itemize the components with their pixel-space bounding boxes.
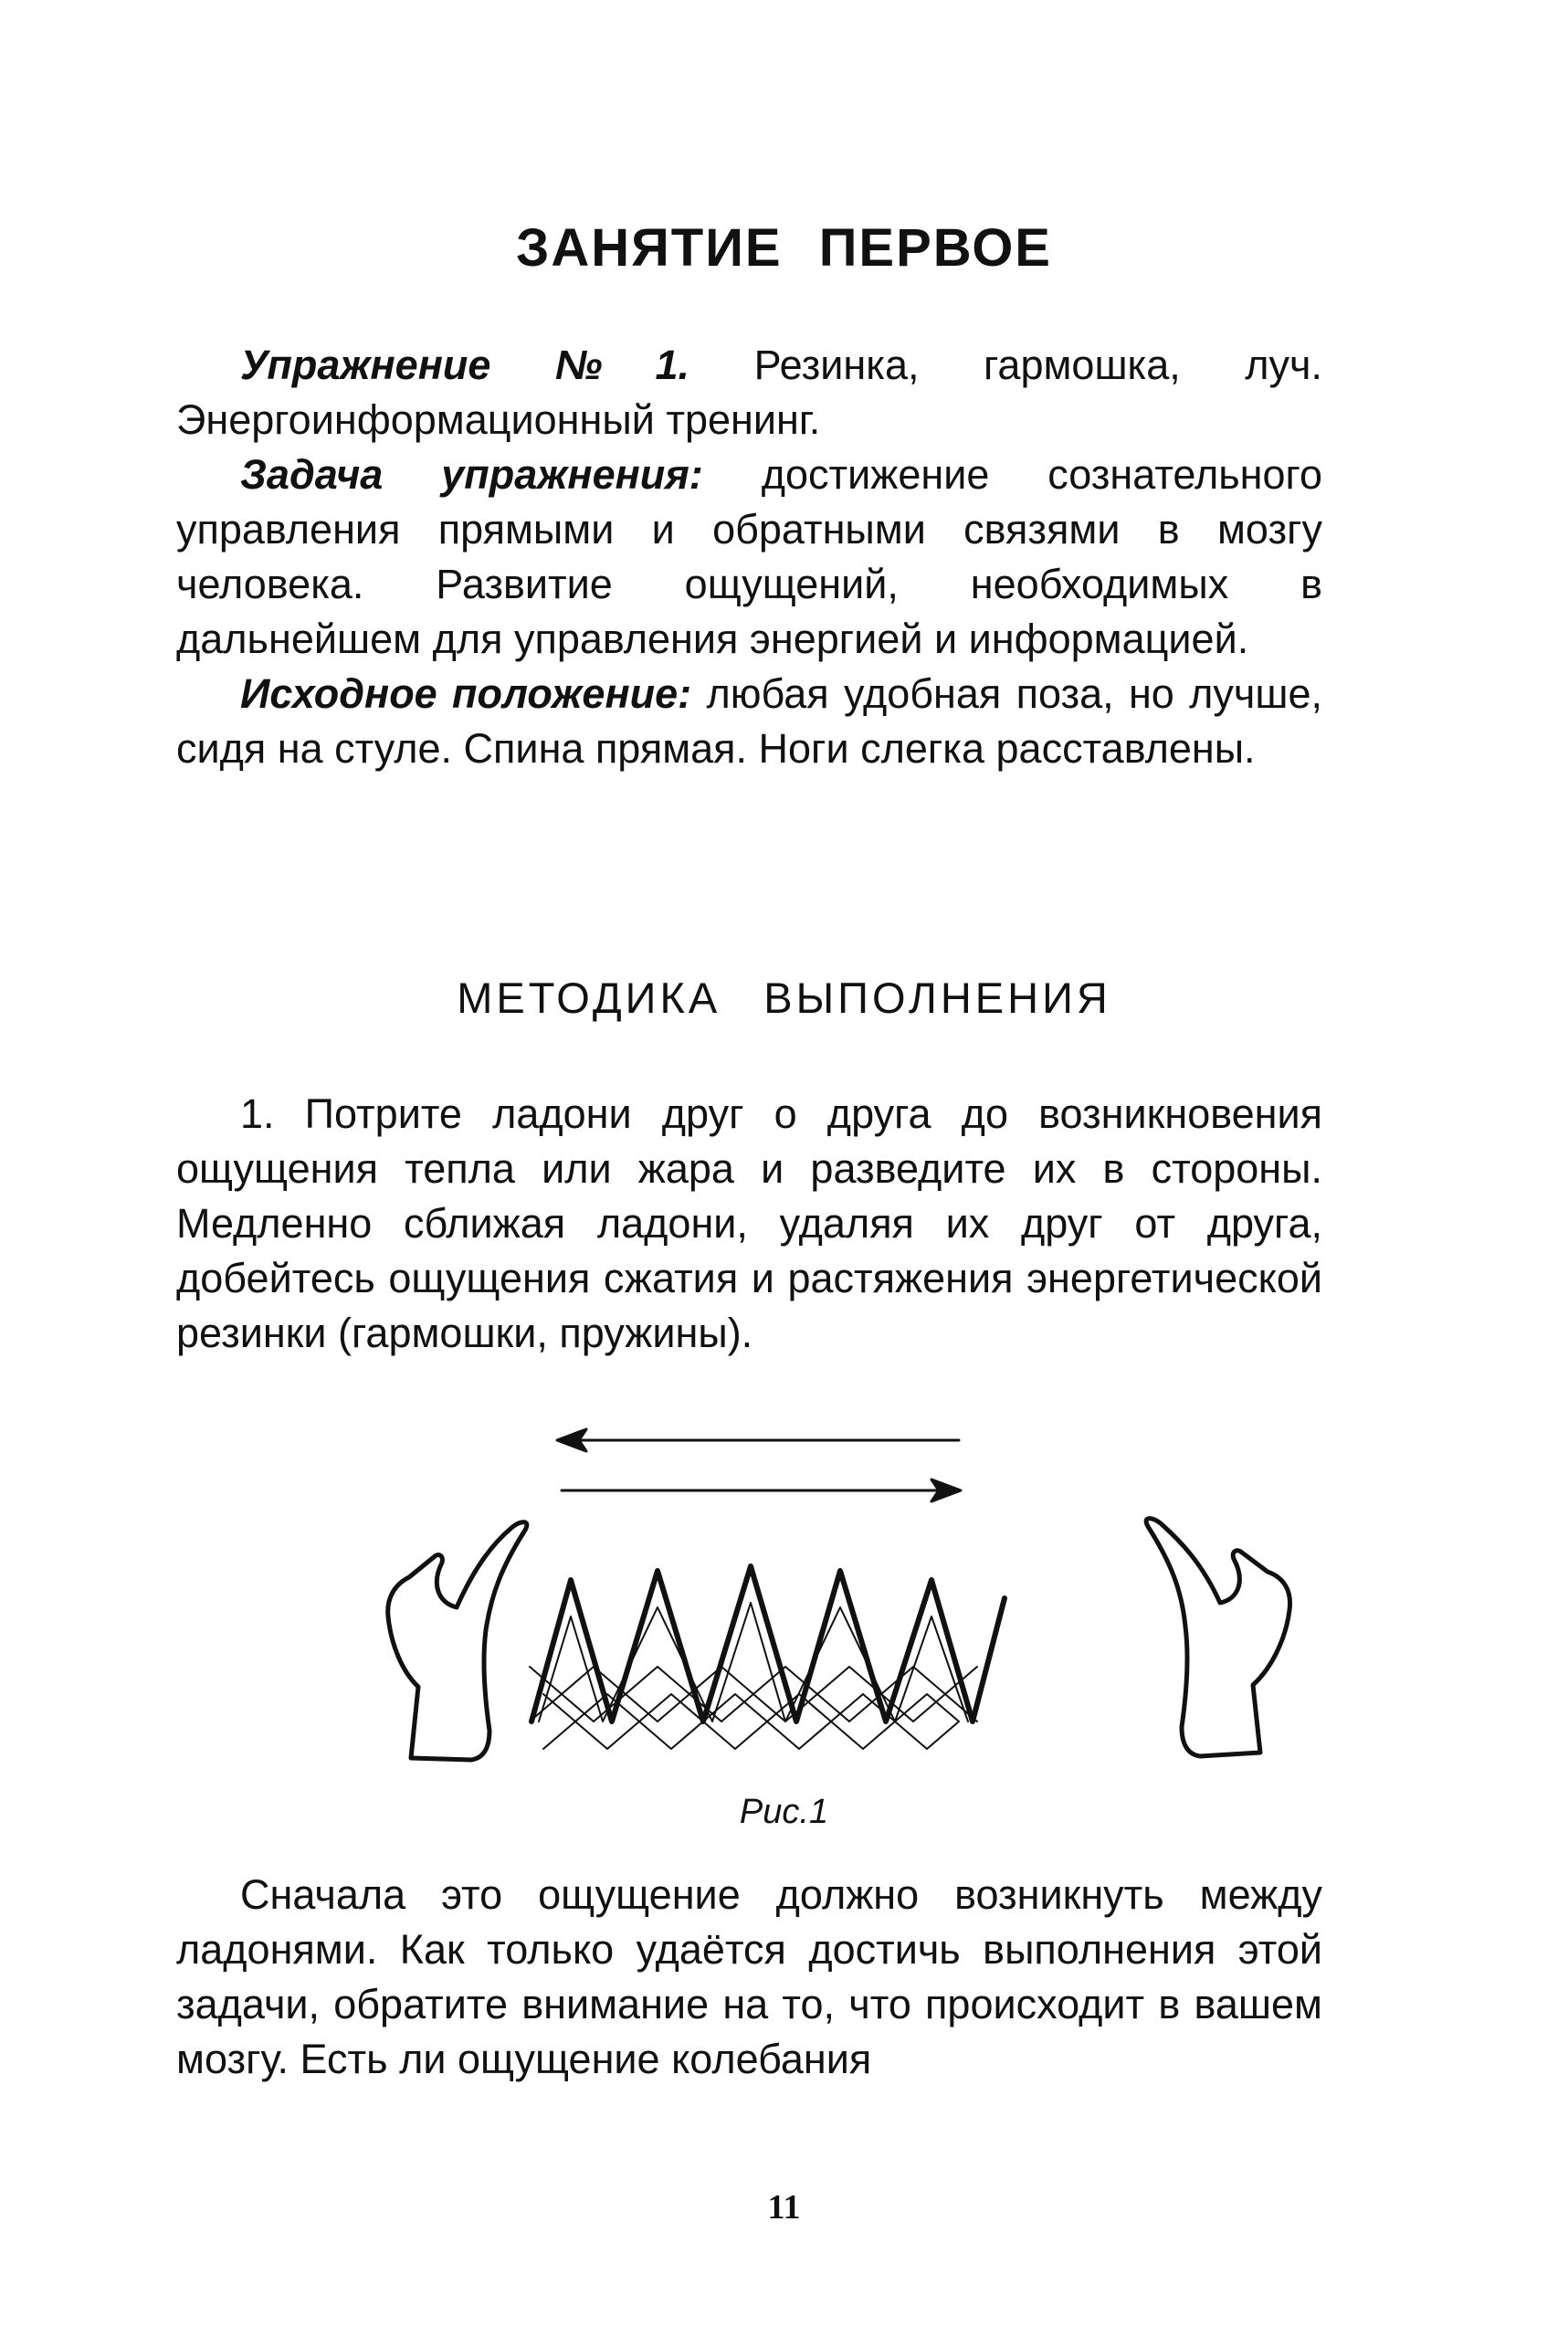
- intro-block: [176, 338, 1322, 776]
- figure-hands-accordion: [384, 1420, 1297, 1767]
- exercise-paragraph: [176, 338, 1322, 447]
- task-text: достижение сознательного управления прямыми и обратными связями в мозгу человека. Развитие ощущений, необходимых в дальнейшем для управления энергией и информацией.: [176, 451, 1322, 662]
- position-text: любая удобная поза, но лучше, сидя на стуле. Спина прямая. Ноги слегка расставлены.: [176, 670, 1322, 772]
- figure-caption: Рис.1: [739, 1793, 829, 1831]
- task-label: Задача упражнения:: [240, 451, 703, 498]
- position-label: Исходное положение:: [240, 670, 692, 717]
- right-hand-icon: [1146, 1519, 1289, 1756]
- chapter-title: ЗАНЯТИЕ ПЕРВОЕ: [515, 218, 1052, 278]
- page-number: 11: [767, 2188, 801, 2227]
- section-title: МЕТОДИКА ВЫПОЛНЕНИЯ: [457, 974, 1111, 1022]
- left-hand-icon: [388, 1522, 527, 1760]
- step-1-paragraph: 1. Потрите ладони друг о друга до возникновения ощущения тепла или жара и разведите их в стороны. Медленно сближая ладони, удаляя их друг от друга, добейтесь ощущения сжатия и растяжения энергетической резинки (гармошки, пружины).: [176, 1090, 1322, 1356]
- position-paragraph: [176, 667, 1322, 776]
- step-block: [176, 1087, 1322, 1361]
- task-paragraph: [176, 447, 1322, 667]
- continuation-paragraph: Сначала это ощущение должно возникнуть между ладонями. Как только удаётся достичь выполнения этой задачи, обратите внимание на то, что происходит в вашем мозгу. Есть ли ощущение колебания: [176, 1871, 1322, 2082]
- continuation-block: [176, 1868, 1322, 2087]
- exercise-text: Резинка, гармошка, луч. Энергоинформационный тренинг.: [176, 342, 1322, 443]
- exercise-label: Упражнение №1.: [240, 342, 690, 388]
